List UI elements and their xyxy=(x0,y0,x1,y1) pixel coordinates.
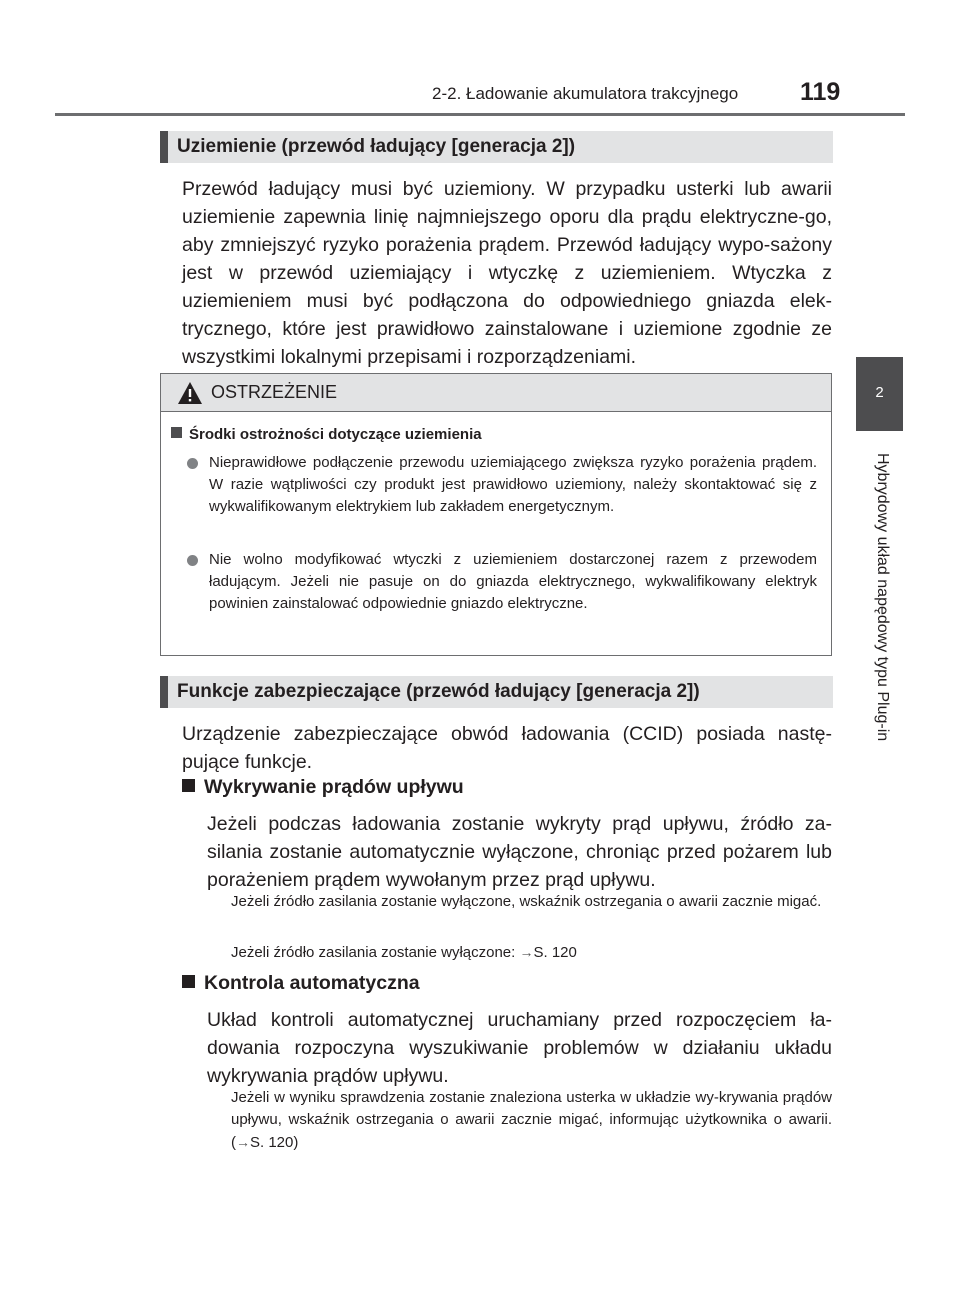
warning-subheading xyxy=(171,426,482,443)
auto-check-paragraph xyxy=(207,1006,832,1090)
subheading-leakage xyxy=(182,776,464,799)
chapter-number: 2 xyxy=(875,384,884,401)
running-header: 2-2. Ładowanie akumulatora trakcyjnego xyxy=(432,84,739,103)
safety-intro xyxy=(182,720,832,776)
heading-bar xyxy=(160,131,168,163)
warning-item-2: Nie wolno modyfikować wtyczki z uziemieniem dostarczonej razem z przewodem ładującym. Jeżeli nie pasuje on do gniazda elektrycznego, wykwalifikowany elektryk powinien zainstalować odpowiednie gniazdo elektryczne. xyxy=(209,551,817,612)
heading-bar xyxy=(160,676,168,708)
note-text: Jeżeli w wyniku sprawdzenia zostanie znaleziona usterka w układzie wy-krywania prądów upływu, wskaźnik ostrzegania o awarii zacznie migać, informując użytkownika o awarii. ( xyxy=(231,1089,832,1151)
auto-check-note xyxy=(231,1087,832,1154)
safety-intro-text: Urządzenie zabezpieczające obwód ładowania (CCID) posiada nastę-pujące funkcje. xyxy=(182,723,832,773)
grounding-paragraph xyxy=(182,175,832,371)
chapter-tab xyxy=(856,357,903,431)
header-rule xyxy=(55,113,905,116)
square-bullet-icon xyxy=(182,779,195,792)
page-reference-link[interactable]: S. 120 xyxy=(533,944,577,961)
auto-check-body: Układ kontroli automatycznej uruchamiany przed rozpoczęciem ła-dowania rozpoczyna wyszukiwanie problemów w działaniu układu wykrywania prądów upływu. xyxy=(207,1009,832,1087)
page-reference-link[interactable]: S. 120) xyxy=(250,1134,299,1151)
chapter-side-title xyxy=(856,431,903,831)
subheading-text: Kontrola automatyczna xyxy=(204,972,420,994)
leakage-note-1: Jeżeli źródło zasilania zostanie wyłączone, wskaźnik ostrzegania o awarii zacznie migać. xyxy=(231,893,822,910)
section-title: Funkcje zabezpieczające (przewód ładujący [generacja 2]) xyxy=(177,681,700,702)
leakage-body: Jeżeli podczas ładowania zostanie wykryty prąd upływu, źródło za-silania zostanie automatycznie wyłączone, chroniąc przed pożarem lub porażeniem prądem wywołanym przez prąd upływu. xyxy=(207,813,832,891)
arrow-right-icon: → xyxy=(519,944,534,960)
arrow-right-icon: → xyxy=(236,1134,250,1150)
section-heading-grounding xyxy=(160,131,833,163)
warning-item-1: Nieprawidłowe podłączenie przewodu uziemiającego zwiększa ryzyko porażenia prądem. W razie wątpliwości czy produkt jest prawidłowo uziemiony, należy skontaktować się z wykwalifikowanym elektrykiem lub zakładem energetycznym. xyxy=(209,454,817,515)
section-title: Uziemienie (przewód ładujący [generacja 2]) xyxy=(177,136,576,157)
warning-box xyxy=(160,373,832,656)
subheading-auto-check xyxy=(182,972,420,995)
square-bullet-icon xyxy=(171,427,182,438)
bullet-dot-icon xyxy=(187,458,198,469)
section-heading-safety xyxy=(160,676,833,708)
page-number: 119 xyxy=(800,78,841,106)
leakage-note-2 xyxy=(231,941,832,964)
warning-title: OSTRZEŻENIE xyxy=(211,382,338,402)
leakage-paragraph xyxy=(207,810,832,894)
square-bullet-icon xyxy=(182,975,195,988)
chapter-title: Hybrydowy układ napędowy typu Plug-in xyxy=(874,453,891,742)
warning-header xyxy=(161,374,831,412)
bullet-dot-icon xyxy=(187,555,198,566)
grounding-body: Przewód ładujący musi być uziemiony. W przypadku usterki lub awarii uziemienie zapewnia linię najmniejszego oporu dla prądu elektryczne-go, aby zmniejszyć ryzyko porażenia prądem. Przewód ładujący wypo-sażony jest w przewód uziemiający i wtyczkę z uziemieniem. Wtyczka z uziemieniem musi być podłączona do odpowiedniego gniazda elek-trycznego, które jest prawidłowo zainstalowane i uziemione zgodnie ze wszystkimi lokalnymi przepisami i rozporządzeniami. xyxy=(182,178,832,368)
subheading-text: Wykrywanie prądów upływu xyxy=(204,776,464,798)
note-text: Jeżeli źródło zasilania zostanie wyłączone: xyxy=(231,944,520,961)
warning-triangle-icon xyxy=(177,381,203,405)
warning-subheading-text: Środki ostrożności dotyczące uziemienia xyxy=(189,426,482,443)
